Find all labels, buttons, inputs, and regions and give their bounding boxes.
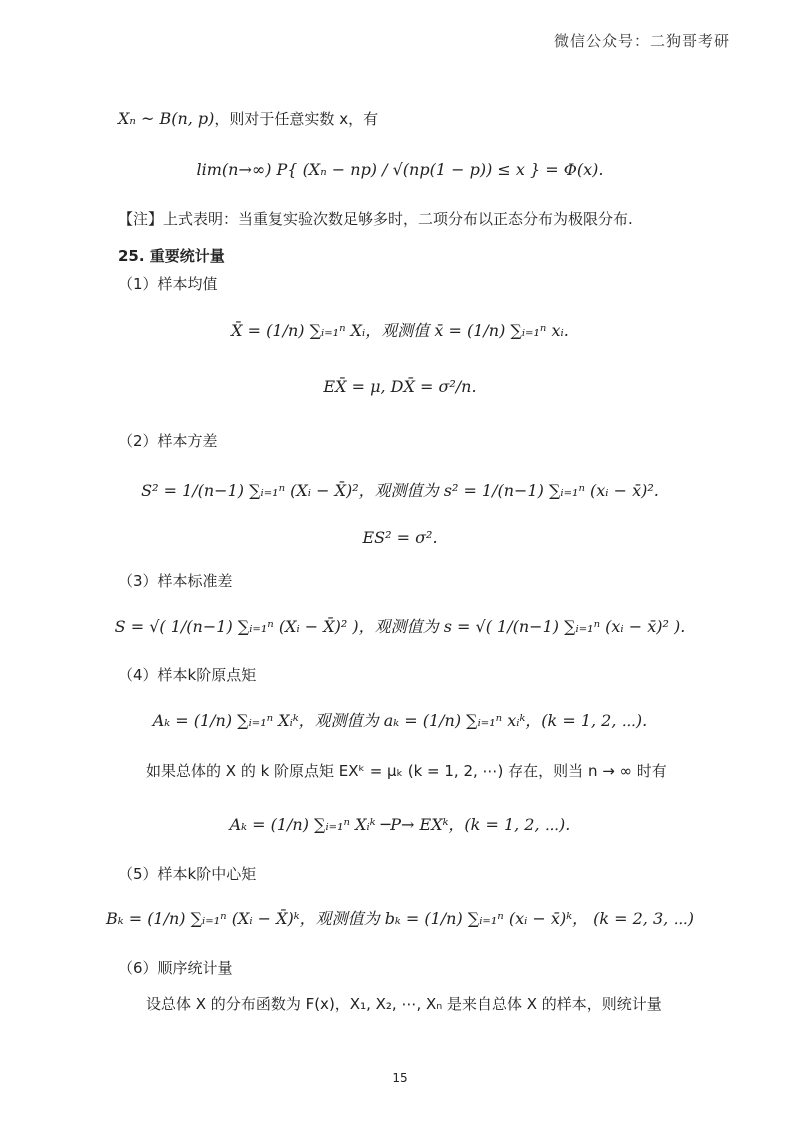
heading-sample-mean: （1）样本均值 [118,275,218,293]
heading-central-moment: （5）样本k阶中心矩 [118,865,257,883]
intro-text: ，则对于任意实数 x，有 [214,110,379,128]
page-number: 15 [392,1071,408,1085]
heading-raw-moment: （4）样本k阶原点矩 [118,666,257,684]
intro-math: Xₙ ~ B(n, p) [118,109,215,128]
formula-sample-variance: S² = 1/(n−1) ∑ᵢ₌₁ⁿ (Xᵢ − X̄)²，观测值为 s² = 1/(n−1) ∑ᵢ₌₁ⁿ (xᵢ − x̄)². [141,481,659,500]
heading-sample-variance: （2）样本方差 [118,432,218,450]
page-header: 微信公众号：二狗哥考研 [553,32,730,50]
raw-moment-text: 如果总体的 X 的 k 阶原点矩 EXᵏ = μₖ (k = 1, 2, ⋯) 存在，则当 n → ∞ 时有 [146,762,667,780]
formula-sample-mean: X̄ = (1/n) ∑ᵢ₌₁ⁿ Xᵢ，观测值 x̄ = (1/n) ∑ᵢ₌₁ⁿ xᵢ. [231,321,569,340]
formula-sample-std: S = √( 1/(n−1) ∑ᵢ₌₁ⁿ (Xᵢ − X̄)² )，观测值为 s = √( 1/(n−1) ∑ᵢ₌₁ⁿ (xᵢ − x̄)² ). [114,617,686,636]
order-statistics-text: 设总体 X 的分布函数为 F(x)，X₁, X₂, ⋯, Xₙ 是来自总体 X 的样本，则统计量 [146,995,662,1013]
section-title: 25. 重要统计量 [118,247,225,265]
heading-order-statistics: （6）顺序统计量 [118,959,233,977]
formula-mean-expectation: EX̄ = μ, DX̄ = σ²/n. [323,377,477,396]
heading-sample-std: （3）样本标准差 [118,572,233,590]
formula-raw-moment: Aₖ = (1/n) ∑ᵢ₌₁ⁿ Xᵢᵏ，观测值为 aₖ = (1/n) ∑ᵢ₌₁ⁿ xᵢᵏ，(k = 1, 2, ⋯). [152,711,648,730]
formula-central-moment: Bₖ = (1/n) ∑ᵢ₌₁ⁿ (Xᵢ − X̄)ᵏ，观测值为 bₖ = (1/n) ∑ᵢ₌₁ⁿ (xᵢ − x̄)ᵏ， (k = 2, 3, ⋯) [106,909,694,928]
intro-line [118,108,378,130]
limit-formula: lim(n→∞) P{ (Xₙ − np) / √(np(1 − p)) ≤ x } = Φ(x). [196,160,604,179]
formula-raw-moment-convergence: Aₖ = (1/n) ∑ᵢ₌₁ⁿ Xᵢᵏ ─P→ EXᵏ，(k = 1, 2, ⋯). [229,815,571,834]
note: 【注】上式表明：当重复实验次数足够多时，二项分布以正态分布为极限分布. [118,210,633,228]
formula-variance-expectation: ES² = σ². [362,528,438,547]
